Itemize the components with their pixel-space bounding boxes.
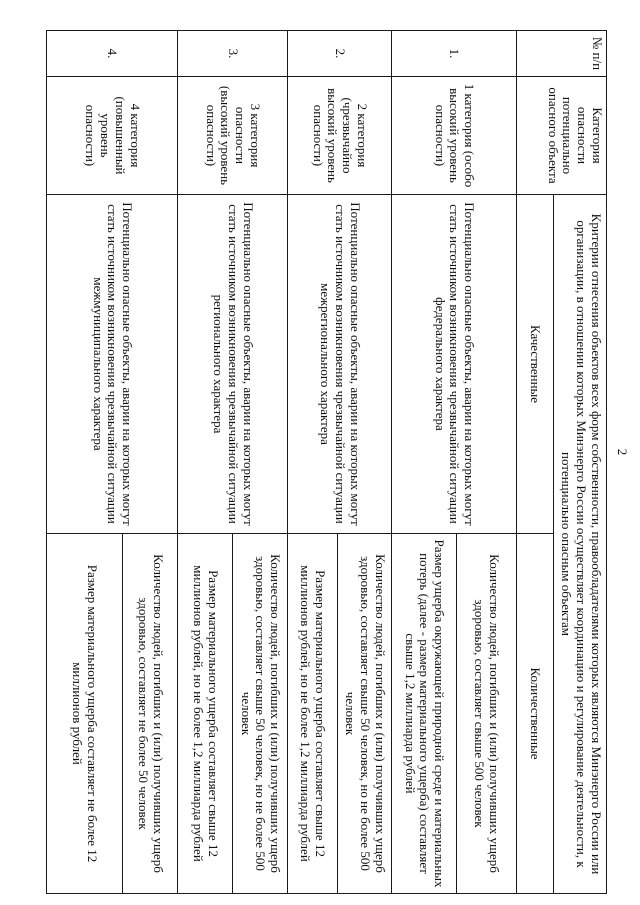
header-row — [554, 31, 607, 894]
row-qualitative: Потенциально опасные объекты, аварии на которых могут стать источником возникновения чрезвычайной ситуации регионального характера — [178, 195, 288, 534]
row-category: 1 категория (особо высокий уровень опасности) — [392, 77, 517, 195]
row-qualitative: Потенциально опасные объекты, аварии на которых могут стать источником возникновения чрезвычайной ситуации межмуниципального характера — [47, 195, 178, 534]
row-num: 3. — [178, 31, 288, 77]
table-row — [457, 31, 517, 894]
row-quantitative-people: Количество людей, погибших и (или) получивших ущерб здоровью, составляет не более 50 человек — [123, 534, 178, 894]
table-row — [233, 31, 288, 894]
header-num: № п/п — [517, 31, 607, 77]
table-row — [338, 31, 392, 894]
row-category: 2 категория (чрезвычайно высокий уровень опасности) — [288, 77, 392, 195]
row-quantitative-people: Количество людей, погибших и (или) получивших ущерб здоровью, составляет свыше 500 человек — [457, 534, 517, 894]
header-qualitative: Качественные — [517, 195, 554, 534]
row-quantitative-damage: Размер материального ущерба составляет не более 12 миллионов рублей — [47, 534, 123, 894]
row-quantitative-people: Количество людей, погибших и (или) получивших ущерб здоровью, составляет свыше 50 человек, но не более 500 человек — [338, 534, 392, 894]
header-quantitative: Количественные — [517, 534, 554, 894]
row-quantitative-damage: Размер материального ущерба составляет свыше 12 миллионов рублей, но не более 1,2 миллиарда рублей — [178, 534, 233, 894]
row-quantitative-damage: Размер ущерба окружающей природной среде и материальных потерь (далее - размер материального ущерба) составляет свыше 1,2 миллиарда рублей — [392, 534, 457, 894]
criteria-table — [46, 30, 607, 894]
row-category: 4 категория (повышенный уровень опасности) — [47, 77, 178, 195]
row-num: 1. — [392, 31, 517, 77]
rotated-table-wrapper — [47, 30, 607, 893]
row-quantitative-damage: Размер материального ущерба составляет свыше 12 миллионов рублей, но не более 1,2 миллиарда рублей — [288, 534, 338, 894]
table-row — [123, 31, 178, 894]
header-criteria: Критерии отнесения объектов всех форм собственности, правообладателями которых являются Минэнерго России или организации, в отношении которых Минэнерго России осуществляет координацию и регулирование деятельности, к потенциально опасным объектам — [554, 195, 607, 894]
row-num: 4. — [47, 31, 178, 77]
page-number: 2 — [615, 448, 630, 456]
row-qualitative: Потенциально опасные объекты, аварии на которых могут стать источником возникновения чрезвычайной ситуации федерального характера — [392, 195, 517, 534]
row-category: 3 категория опасности (высокий уровень опасности) — [178, 77, 288, 195]
row-quantitative-people: Количество людей, погибших и (или) получивших ущерб здоровью, составляет свыше 50 человек, но не более 500 человек — [233, 534, 288, 894]
row-num: 2. — [288, 31, 392, 77]
header-category: Категория опасности потенциально опасного объекта — [517, 77, 607, 195]
row-qualitative: Потенциально опасные объекты, аварии на которых могут стать источником возникновения чрезвычайной ситуации межрегионального характера — [288, 195, 392, 534]
